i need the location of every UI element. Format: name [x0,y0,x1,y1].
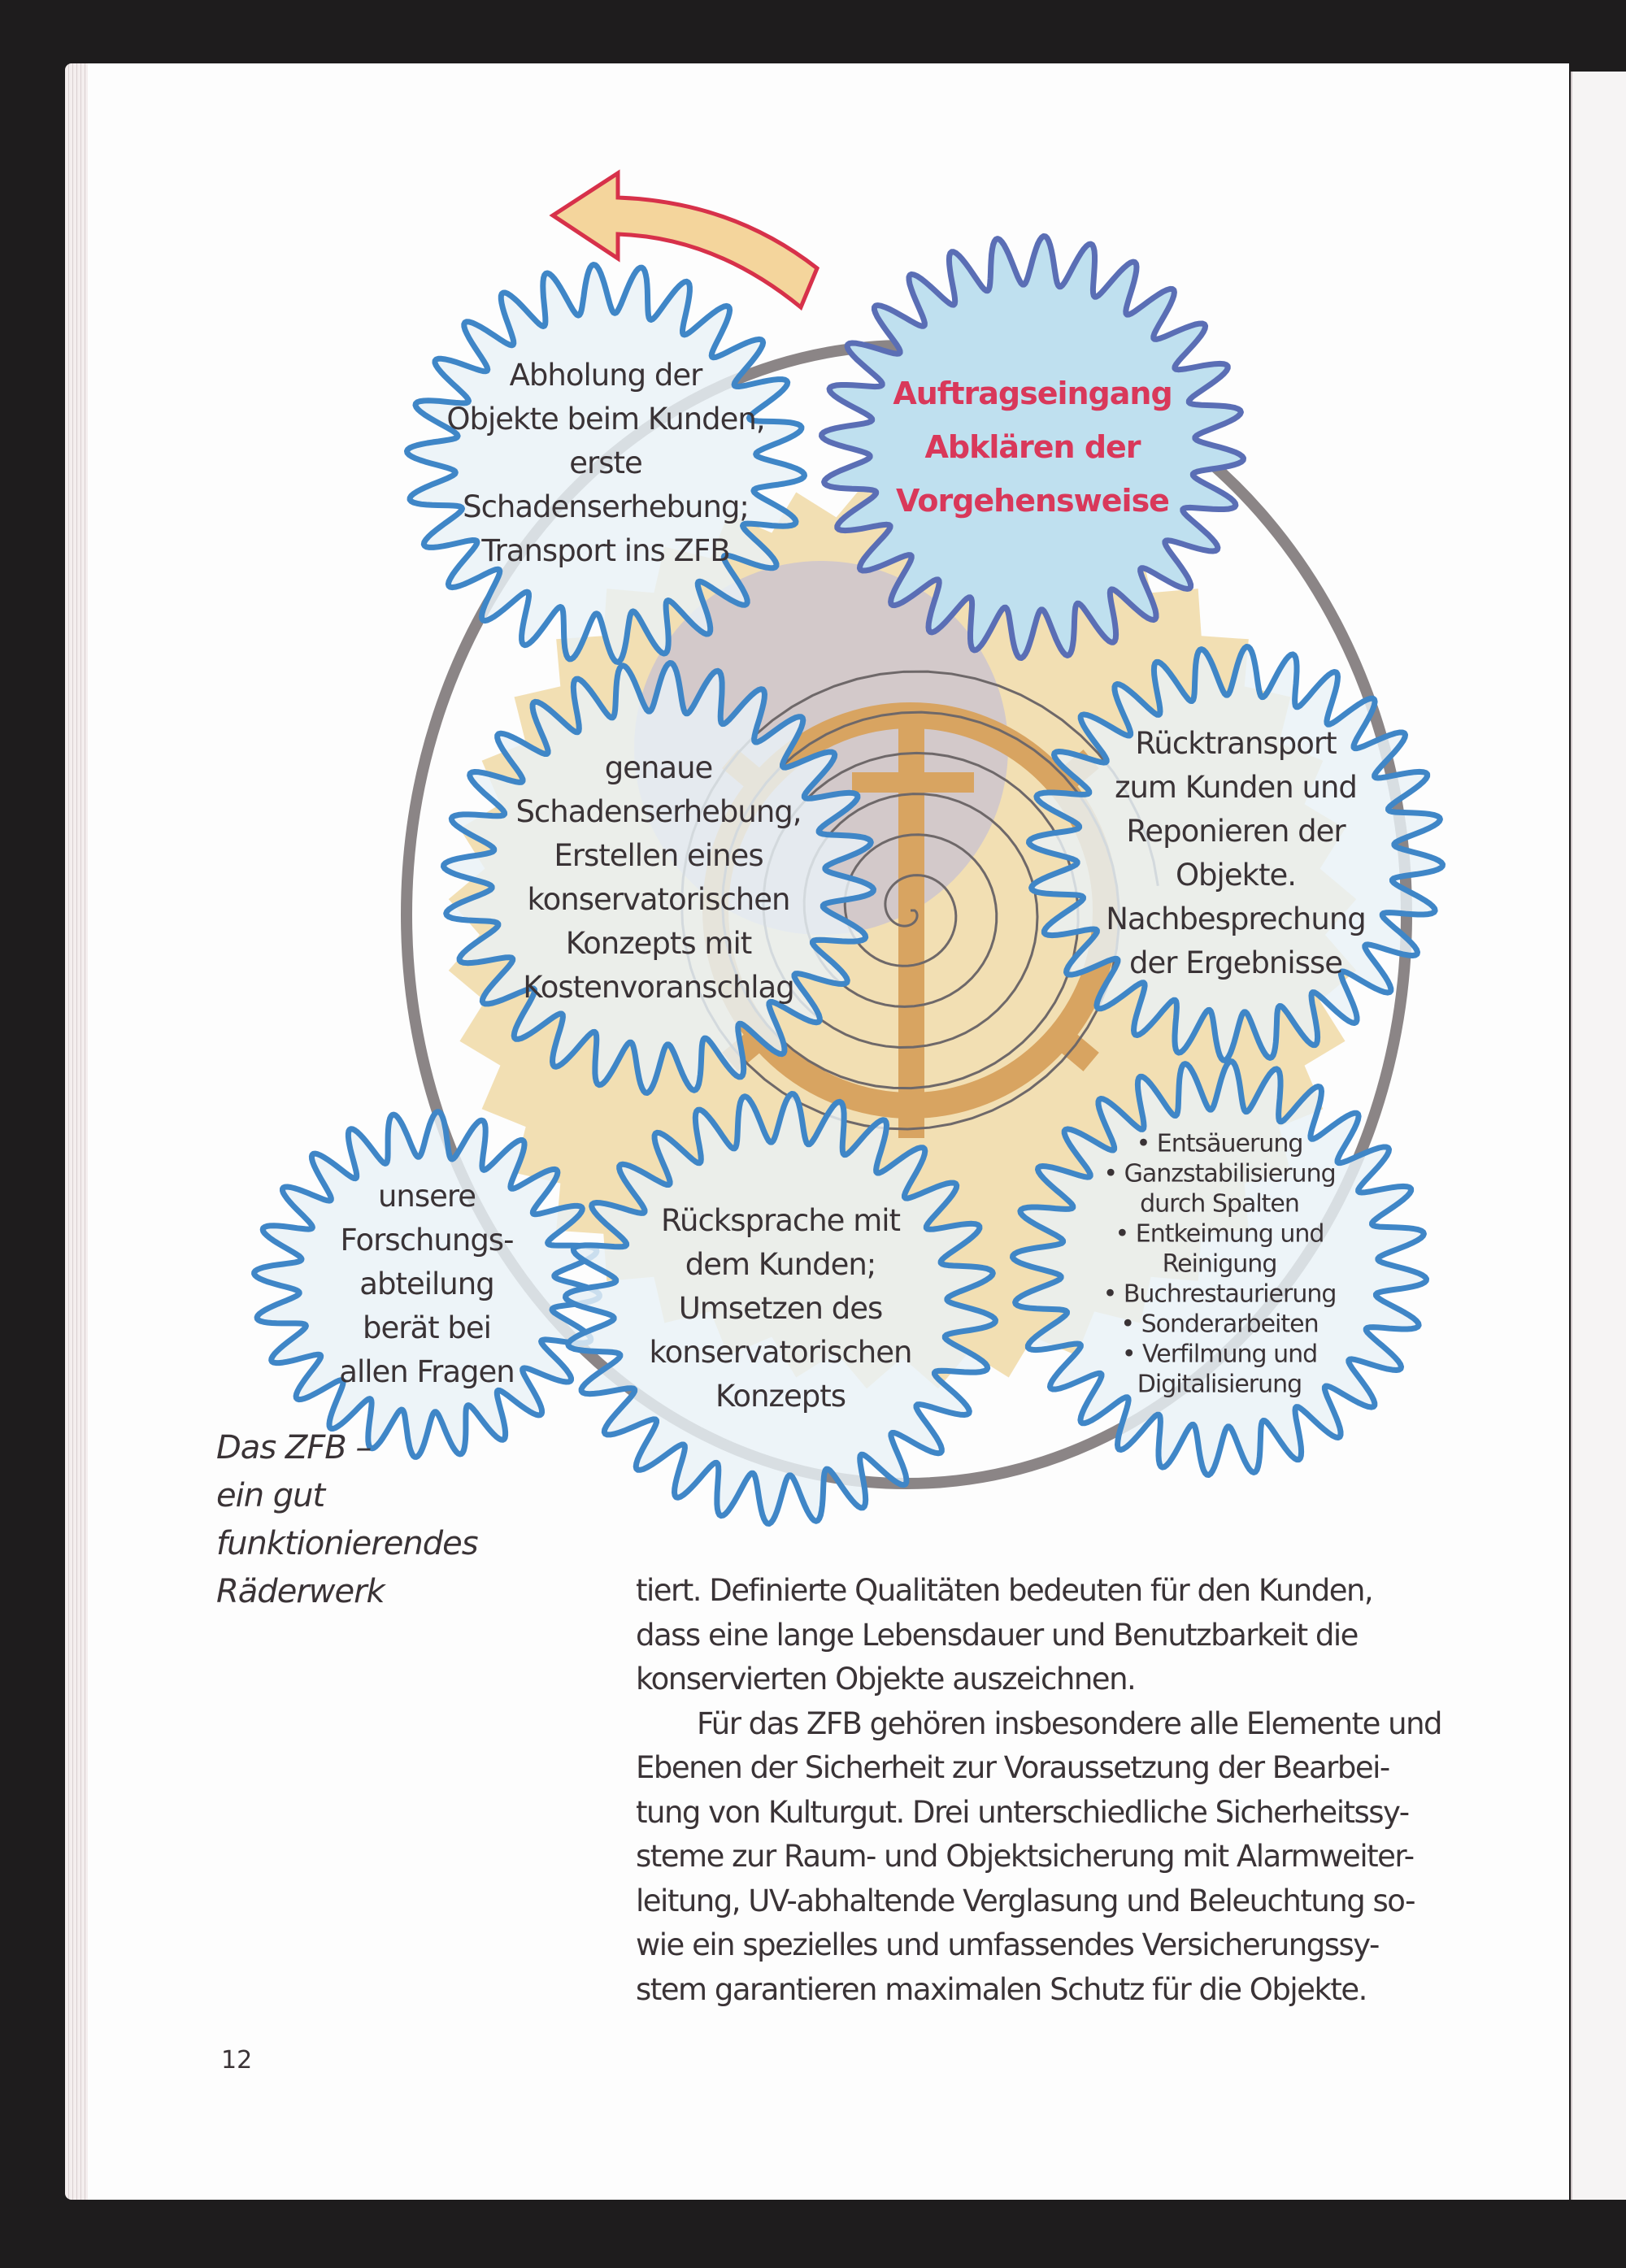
gear-label-line: unsere [377,1179,476,1214]
body-line: tung von Kulturgut. Drei unterschiedliche Sicherheitssy- [636,1794,1409,1830]
gear-label-order-intake [893,367,1172,528]
body-line: konservierten Objekte auszeichnen. [636,1662,1136,1697]
gear-label-pickup [446,354,764,573]
gear-label-line: Abklären der [924,429,1141,465]
gear-label-line: zum Kunden und [1115,770,1357,805]
page-number: 12 [221,2046,253,2075]
caption-line: Das ZFB – [216,1429,372,1466]
gear-label-line: Auftragseingang [893,376,1172,411]
caption-line: Räderwerk [216,1573,385,1610]
gear-label-consultation [650,1199,912,1419]
gear-label-line: Transport ins ZFB [481,533,730,568]
gear-label-line: der Ergebnisse [1129,945,1342,980]
gear-label-line: • Verfilmung und [1121,1340,1318,1369]
gear-label-line: Reponieren der [1126,814,1346,849]
gear-label-line: Schadenserhebung; [463,489,749,524]
gear-label-line: Abholung der [509,358,702,393]
gear-label-line: • Entsäuerung [1136,1129,1303,1158]
figure-caption [216,1424,478,1616]
body-line: wie ein spezielles und umfassendes Versicherungssy- [636,1927,1379,1962]
gear-label-line: Vorgehensweise [896,483,1169,519]
gear-label-line: • Buchrestaurierung [1102,1280,1337,1309]
gear-label-line: • Ganzstabilisierung [1103,1159,1336,1188]
gear-label-line: Konzepts [715,1379,846,1414]
body-paragraph [636,1569,1514,2012]
gear-label-line: • Sonderarbeiten [1120,1310,1319,1339]
gear-label-line: berät bei [363,1310,491,1345]
gear-label-line: abteilung [359,1267,494,1301]
body-line: Für das ZFB gehören insbesondere alle Elemente und [697,1705,1442,1741]
caption-line: ein gut [216,1477,325,1514]
gear-label-line: durch Spalten [1140,1189,1299,1219]
gear-label-assessment [515,746,801,1010]
body-line: leitung, UV-abhaltende Verglasung und Beleuchtung so- [636,1883,1415,1918]
gear-label-line: dem Kunden; [685,1247,876,1282]
gear-label-line: erste [569,445,642,480]
body-line: tiert. Definierte Qualitäten bedeuten für den Kunden, [636,1573,1373,1608]
gear-label-line: Schadenserhebung, [515,794,802,829]
gear-label-line: Erstellen eines [554,838,763,873]
gear-label-line: Nachbesprechung [1106,902,1366,936]
gear-label-line: Digitalisierung [1137,1370,1302,1399]
gear-label-line: allen Fragen [339,1354,515,1389]
gear-label-line: genaue [604,750,713,785]
gear-label-line: Konzepts mit [565,926,752,961]
gear-label-line: Forschungs- [340,1223,514,1258]
caption-line: funktionierendes [216,1525,478,1562]
gear-label-line: Objekte beim Kunden, [446,402,765,437]
body-line: steme zur Raum- und Objektsicherung mit Alarmweiter- [636,1839,1414,1874]
gear-label-services [1103,1129,1337,1400]
gear-label-line: • Entkeimung und [1115,1219,1324,1249]
gear-label-line: Umsetzen des [678,1291,883,1326]
body-line: Ebenen der Sicherheit zur Voraussetzung der Bearbei- [636,1750,1389,1785]
gear-label-research [339,1175,514,1394]
gear-label-line: konservatorischen [649,1335,912,1370]
gear-label-line: konservatorischen [527,882,790,917]
gear-label-line: Objekte. [1175,858,1297,893]
gear-label-line: Kostenvoranschlag [523,970,794,1005]
gear-label-line: Reinigung [1162,1249,1277,1279]
body-line: stem garantieren maximalen Schutz für die Objekte. [636,1971,1367,2007]
gear-label-line: Rücktransport [1135,726,1337,761]
gear-label-return [1106,722,1366,985]
gear-label-line: Rücksprache mit [660,1203,901,1238]
body-line: dass eine lange Lebensdauer und Benutzbarkeit die [636,1617,1358,1653]
